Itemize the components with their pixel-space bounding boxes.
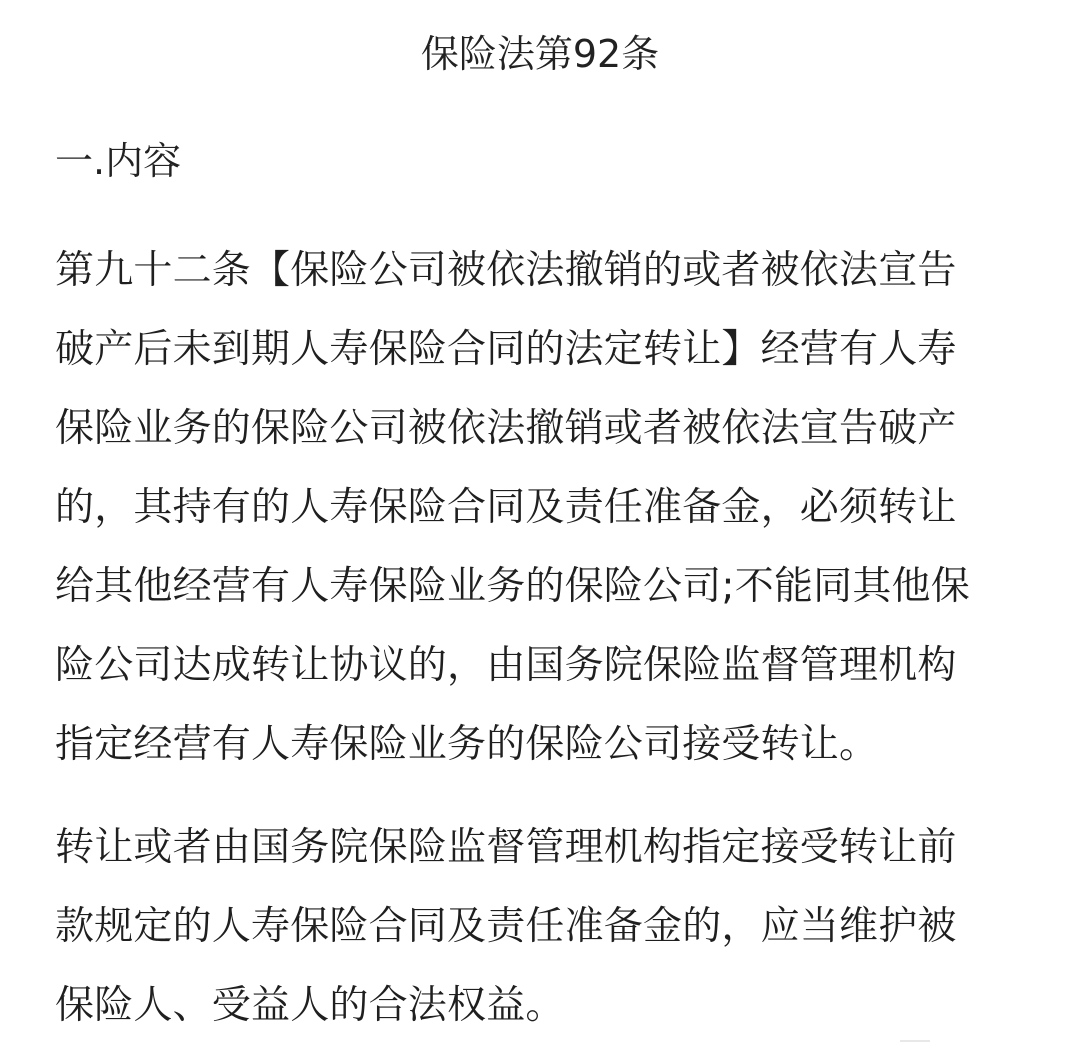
section-heading: 一.内容 [55, 139, 182, 183]
paragraph-line: 第九十二条【保险公司被依法撤销的或者被依法宣告 [55, 248, 957, 293]
decorative-corner-mark [900, 1026, 930, 1042]
article-paragraph-2 [55, 808, 1030, 1045]
paragraph-line: 破产后未到期人寿保险合同的法定转让】经营有人寿 [55, 327, 957, 372]
paragraph-line: 给其他经营有人寿保险业务的保险公司;不能同其他保 [55, 564, 970, 609]
paragraph-line: 险公司达成转让协议的，由国务院保险监督管理机构 [55, 643, 957, 688]
paragraph-line: 保险人、受益人的合法权益。 [55, 983, 565, 1028]
paragraph-line: 保险业务的保险公司被依法撤销或者被依法宣告破产 [55, 406, 957, 451]
paragraph-line: 指定经营有人寿保险业务的保险公司接受转让。 [55, 722, 879, 767]
paragraph-line: 款规定的人寿保险合同及责任准备金的，应当维护被 [55, 904, 957, 949]
paragraph-line: 的，其持有的人寿保险合同及责任准备金，必须转让 [55, 485, 957, 530]
article-paragraph-1 [55, 231, 1030, 784]
paragraph-line: 转让或者由国务院保险监督管理机构指定接受转让前 [55, 825, 957, 870]
document-title: 保险法第92条 [420, 32, 660, 76]
